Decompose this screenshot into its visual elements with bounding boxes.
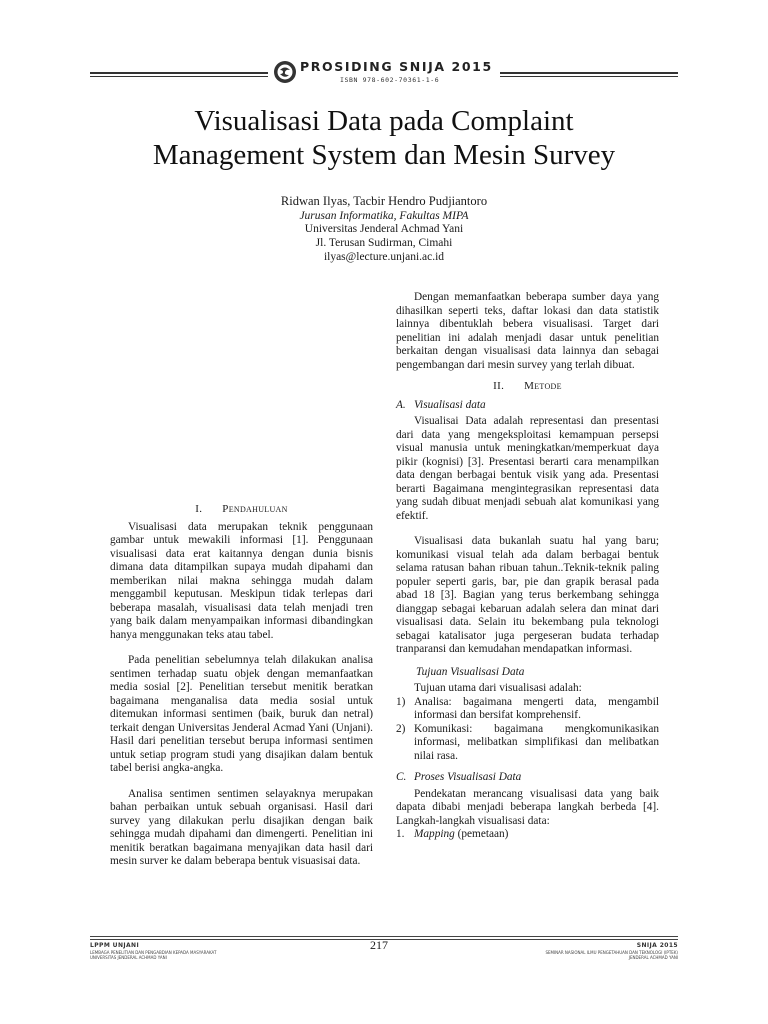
list-text: Komunikasi: bagaimana mengkomunikasikan informasi, melibatkan simplifikasi dan melibatkan nilai rasa. [414,722,659,762]
goals-intro: Tujuan utama dari visualisasi adalah: [414,682,582,694]
list-number: 1. [396,828,405,840]
footer-right-sub-1: SEMINAR NASIONAL ILMU PENGETAHUAN DAN TEKNOLOGI (IPTEK) [545,950,678,955]
isbn: ISBN 978-602-70361-1-6 [340,76,440,84]
footer-right-org: SNIJA 2015 [636,942,678,949]
subsubsection-heading: Tujuan Visualisasi Data [416,665,525,678]
section-number-2: II. [493,380,505,392]
step-term: Mapping [414,828,455,840]
section-heading-1 [110,503,373,517]
proceeding-title: PROSIDING SNIJA 2015 [300,59,493,74]
list-item [396,723,659,764]
subsection-heading-a [396,399,659,413]
section-number-1: I. [195,503,203,515]
footer-left-sub-2: UNIVERSITAS JENDERAL ACHMAD YANI [90,955,167,960]
paper-title-line-2: Management System dan Mesin Survey [152,139,616,171]
left-column [110,503,373,869]
section-title-1: Pendahuluan [222,503,288,515]
paper-title-line-1: Visualisasi Data pada Complaint [194,105,574,137]
footer-left-org: LPPM UNJANI [90,942,140,949]
subsection-number-a: A. [396,398,406,411]
header-rule-right-thin [500,76,678,77]
list-item [396,696,659,723]
subsection-title-a: Visualisasi data [414,398,486,411]
affiliation-department: Jurusan Informatika, Fakultas MIPA [299,210,469,222]
header-rule-left-thin [90,76,268,77]
affiliation-university: Universitas Jenderal Achmad Yani [304,223,464,235]
header-rule-left [90,72,268,74]
list-number: 2) [396,722,406,735]
paragraph: Pendekatan merancang visualisasi data yang baik dapata dibabi menjadi beberapa langkah berbeda [4]. Langkah-langkah visualisasi data: [396,787,659,827]
paragraph: Pada penelitian sebelumnya telah dilakukan analisa sentimen terhadap suatu objek dengan memanfaatkan media sosial [2]. Penelitian tersebut menitik beratkan bagaimana menganalisa data media sosial untuk ditemukan informasi sentimen (baik, buruk dan netral) terkait dengan Universitas Jenderal Acmad Yani (Unjani). Hasil dari penelitian tersebut berupa informasi sentimen untuk setiap program studi yang disajikan dalam bentuk tabel berisi angka-angka. [110,654,373,774]
page-number: 217 [370,938,388,952]
subsection-number-c: C. [396,771,407,783]
snija-logo-icon [273,60,297,84]
authors: Ridwan Ilyas, Tacbir Hendro Pudjiantoro [280,194,488,208]
paragraph: Visualisasi data merupakan teknik penggunaan gambar untuk mewakili informasi [1]. Penggunaan visualisasi data erat kaitannya dengan dunia bisnis dimana data ditampilkan supaya mudah dipahami dan memberikan nilai makna sehingga mudah dalam menggambil keputusan. Meskipun tidak terlepas dari beberapa masalah, visualisasi data telah menjadi tren yang baik dalam menyampaikan informasi dibandingkan hanya menggunakan teks atau tabel. [110,520,373,641]
subsection-heading-c [396,771,659,785]
section-heading-2 [396,380,659,394]
footer-left-sub-1: LEMBAGA PENELITIAN DAN PENGABDIAN KEPADA MASYARAKAT [90,950,217,955]
list-text: Analisa: bagaimana mengerti data, mengambil informasi dan bersifat komprehensif. [414,695,659,721]
paragraph: Visualisasi data bukanlah suatu hal yang baru; komunikasi visual telah ada dalam berbagai bentuk selama ratusan bahan ribuan tahun..Teknik-teknik paling populer seperti garis, bar, pie dan grapik berasal pada abad 18 [3]. Bagian yang terus berkembang sehingga dianggap sebagai kebaruan adalah selera dan minat dari visualisasi data. Selain itu bekembang pula teknologi sebagai katalisator juga pergeseran budata terhadap tranparansi dan kemudahan mendapatkan informasi. [396,535,659,655]
affiliation-email: ilyas@lecture.unjani.ac.id [323,251,445,263]
paragraph: Dengan memanfaatkan beberapa sumber daya yang dihasilkan seperti teks, daftar lokasi dan data statistik lainnya dibentuklah bebera visualisasi. Target dari penelitian ini adalah menjadi dasar untuk penelitian berkaitan dengan visualisasi data lainnya dan sebagai pengembangan dari mesin survey yang terlah dibuat. [396,291,659,371]
footer-rule [90,936,678,937]
list-number: 1) [396,695,406,708]
right-column [396,291,659,842]
section-title-2: Metode [524,380,562,392]
paragraph: Visualisai Data adalah representasi dan presentasi dari data yang mengeksploitasi kemampuan persepsi visual manusia untuk meningkatkan/memperkuat daya pikir (kognisi) [3]. Presentasi berarti cara menampilkan data dengan berbagai bentuk visik yang ada. Presentasi berarti Bagaimana mengintegrasikan representasi data yang sudah dibuat menjadi sebuah alat komunikasi yang efektif. [396,415,659,522]
subsection-title-c: Proses Visualisasi Data [414,771,522,783]
step-rest: (pemetaan) [454,828,509,840]
paragraph: Analisa sentimen sentimen selayaknya merupakan bahan perbaikan untuk sebuah organisasi. Hasil dari survey yang dilakukan perlu disajikan dengan baik sehingga mudah dipahami dan dimengerti. Penelitian ini menitik beratkan bagaimana menyajikan data hasil dari mesin surver ke dalam beberapa bentuk visuasisai data. [110,787,373,867]
affiliation-address: Jl. Terusan Sudirman, Cimahi [315,237,453,249]
paper-title [60,104,708,172]
header-rule-right [500,72,678,74]
list-item [396,828,659,842]
footer-right-sub-2: JENDERAL ACHMAD YANI [628,955,678,960]
